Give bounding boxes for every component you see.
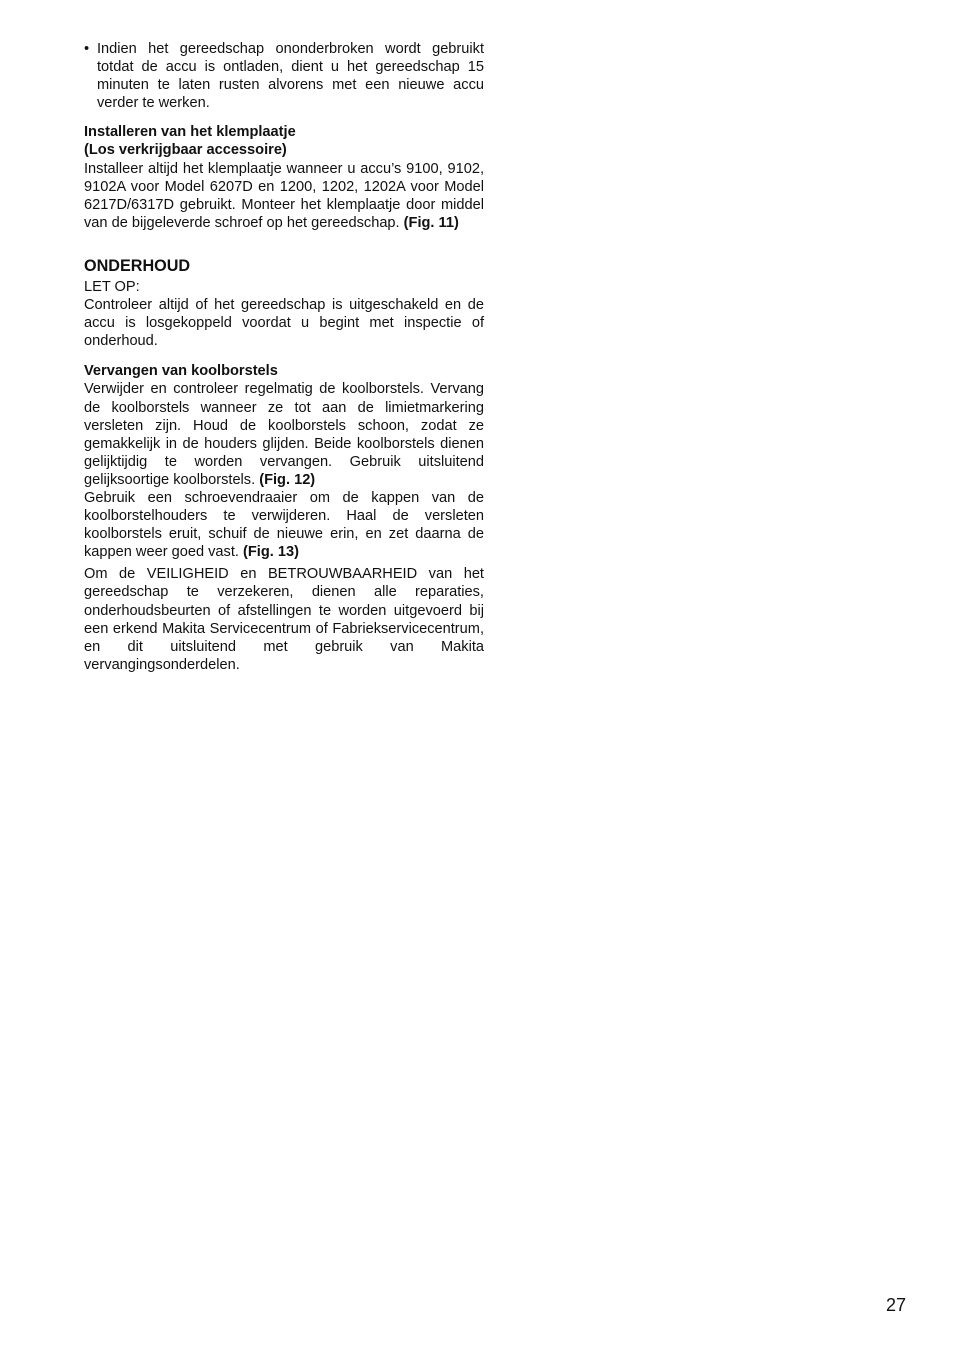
installing-paragraph [84,160,484,232]
fig-reference-11: (Fig. 11) [403,214,459,231]
bullet-mark: • [84,41,90,57]
bullet-item-rest-notice [84,40,484,112]
installing-body: Installeer altijd het klemplaatje wanneer u accu’s 9100, 9102, 9102A voor Model 6207D en 1200, 1202, 1202A voor Model 6217D/6317D gebruikt. Monteer het klemplaatje door middel van de bijgeleverde schroef op het gereedschap. [84,160,484,231]
fig-reference-12: (Fig. 12) [259,471,316,488]
bullet-text: Indien het gereedschap ononderbroken wordt gebruikt totdat de accu is ontladen, dient u het gereedschap 15 minuten te laten rusten alvorens met een nieuwe accu verder te werken. [97,41,484,112]
brushes-paragraph-2 [84,489,484,561]
section-title-installing-line1: Installeren van het klemplaatje [84,124,296,141]
text-column [84,40,484,674]
page-number: 27 [886,1295,907,1315]
section-title-installing [84,123,484,159]
brushes-paragraph-1 [84,380,484,489]
brushes-paragraph-3: Om de VEILIGHEID en BETROUWBAARHEID van het gereedschap te verzekeren, dienen alle reparaties, onderhoudsbeurten of afstellingen te worden uitgevoerd bij een erkend Makita Servicecentrum of Fabriekservicecentrum, en dit uitsluitend met gebruik van Makita vervangingsonderdelen. [84,566,484,673]
section-title-installing-line2: (Los verkrijgbaar accessoire) [84,142,287,159]
section-title-brushes: Vervangen van koolborstels [84,363,278,380]
fig-reference-13: (Fig. 13) [243,544,299,561]
brushes-text-2: Gebruik een schroevendraaier om de kappen van de koolborstelhouders te verwijderen. Haal de versleten koolborstels eruit, schuif de nieuwe erin, en zet daarna de kappen weer goed vast. [84,489,484,561]
caution-text: Controleer altijd of het gereedschap is uitgeschakeld en de accu is losgekoppeld voordat u begint met inspectie of onderhoud. [84,297,484,350]
caution-label: LET OP: [84,278,140,295]
section-heading-maintenance: ONDERHOUD [84,256,191,275]
brushes-text-1: Verwijder en controleer regelmatig de koolborstels. Vervang de koolborstels wanneer ze tot aan de limietmarkering versleten zijn. Houd de koolborstels schoon, zodat ze gemakkelijk in de houders glijden. Beide koolborstels dienen gelijktijdig te worden vervangen. Gebruik uitsluitend gelijksoortige koolborstels. [84,381,484,488]
